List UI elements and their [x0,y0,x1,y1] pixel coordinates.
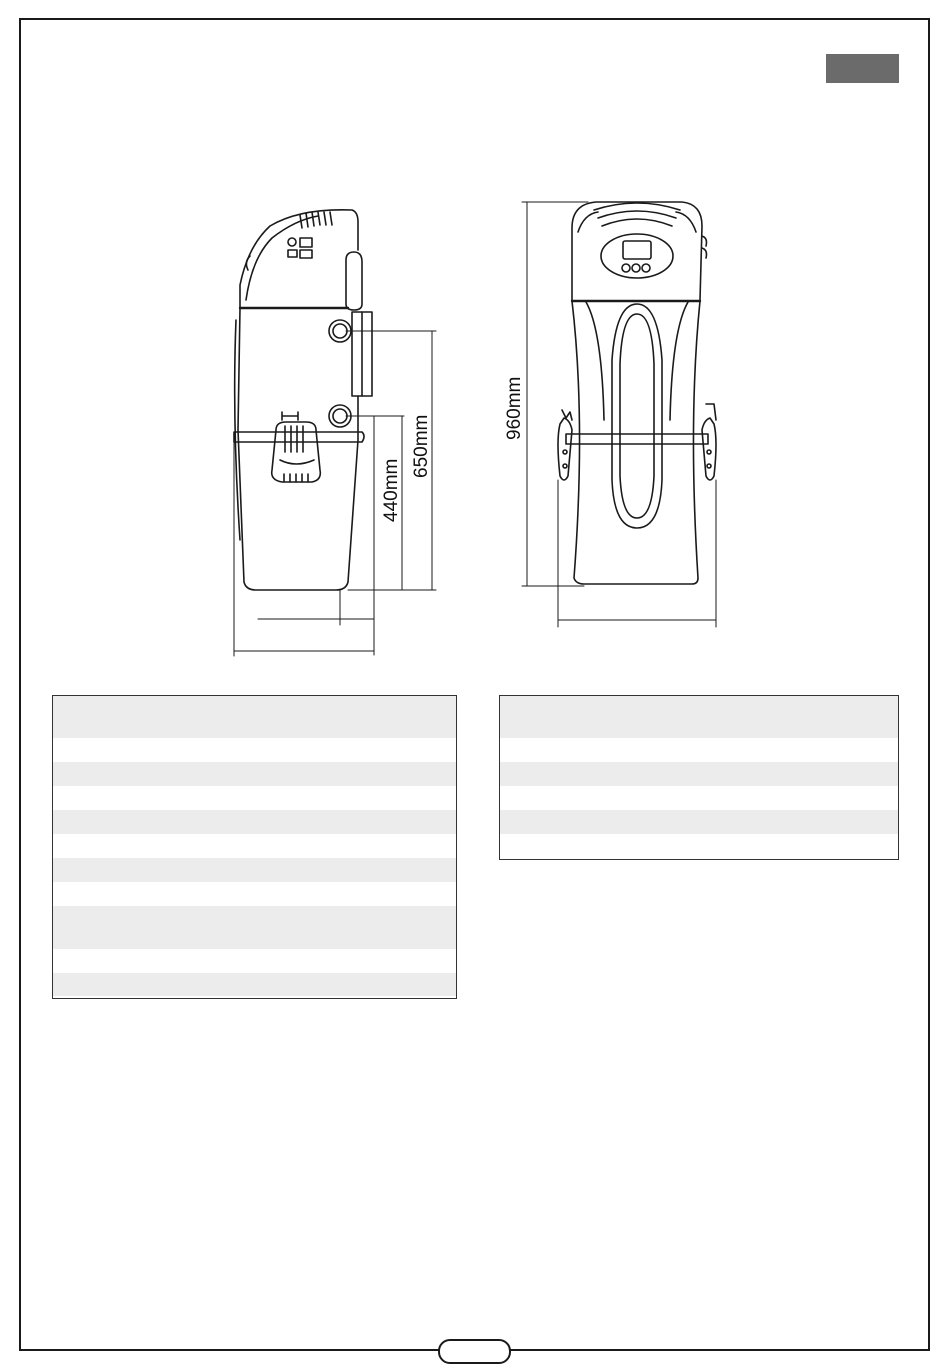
table-row [500,696,898,738]
dimension-650mm: 650mm [411,414,432,478]
page-number-pill [438,1339,511,1364]
table-row [500,786,898,810]
table-row [53,810,456,834]
table-row [53,906,456,949]
table-row [53,834,456,858]
front-view-dimension-lines [522,202,716,627]
table-row [53,949,456,973]
table-row [500,810,898,834]
table-row [53,696,456,738]
side-view-dimension-lines [234,331,436,656]
table-row [53,858,456,882]
table-row [53,762,456,786]
table-row [500,834,898,859]
table-row [53,786,456,810]
table-row [53,882,456,906]
front-view-unit [558,202,716,584]
dimension-960mm: 960mm [504,376,525,440]
dimension-440mm: 440mm [381,458,402,522]
table-row [500,738,898,762]
table-row [53,738,456,762]
side-view-unit [234,210,372,590]
table-row [500,762,898,786]
spec-table-right [499,695,899,860]
table-row [53,973,456,996]
spec-table-left [52,695,457,999]
